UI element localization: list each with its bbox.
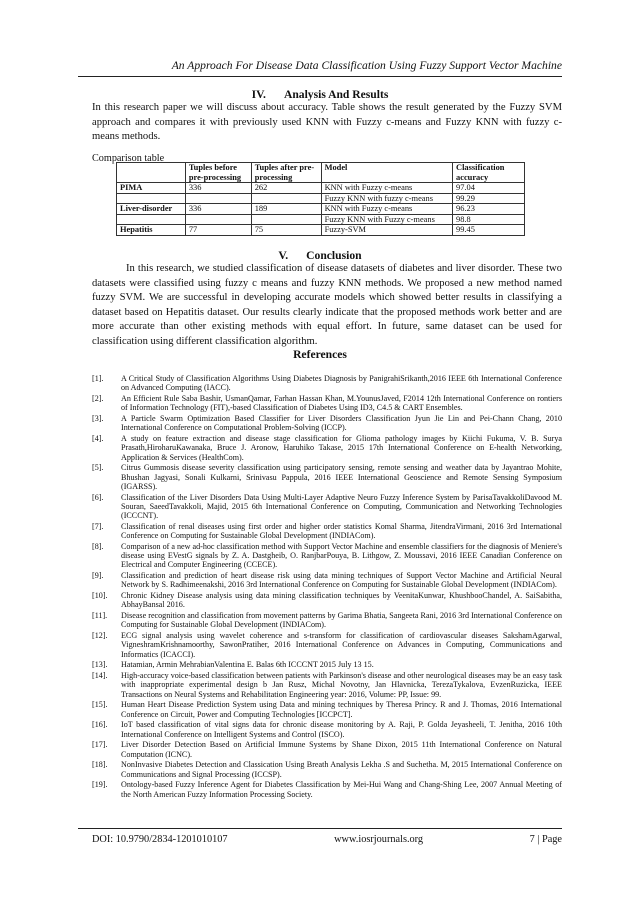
reference-number: [7]. bbox=[92, 521, 104, 531]
reference-text: Classification of renal diseases using first order and higher order statistics Komal Sharma, JitendraVirmani, 2016 3rd International Conference on Computing for Sustainable Global Development (INDIACom). bbox=[121, 521, 562, 541]
section-5-title: Conclusion bbox=[306, 249, 362, 262]
reference-item bbox=[92, 671, 562, 699]
table-cell: KNN with Fuzzy c-means bbox=[321, 204, 452, 215]
table-cell: 98.8 bbox=[453, 214, 525, 225]
running-header: An Approach For Disease Data Classification Using Fuzzy Support Vector Machine bbox=[171, 59, 562, 72]
reference-item bbox=[92, 571, 562, 590]
reference-number: [2]. bbox=[92, 393, 104, 403]
reference-text: Classification and prediction of heart disease risk using data mining techniques of Support Vector Machine and Artificial Neural Network by S. Radhimeenakshi, 2016 3rd International Conference on Computing for Sustainable Global Development (INDIACom). bbox=[121, 571, 562, 590]
references-heading: References bbox=[293, 348, 347, 361]
table-header-cell: Model bbox=[321, 163, 452, 183]
reference-number: [3]. bbox=[92, 413, 104, 423]
table-cell bbox=[117, 214, 186, 225]
table-row bbox=[117, 214, 525, 225]
reference-text: Citrus Gummosis disease severity classification using participatory sensing, remote sensing and weather data by Jayantrao Mohite, Bhushan Jagyasi, Sonali Kulkarni, Srinivasu Pappula, 2016 IEEE International Geoscience and Remote Sensing Symposium (IGARSS). bbox=[121, 463, 562, 491]
table-cell: 262 bbox=[251, 183, 321, 194]
table-cell: 336 bbox=[185, 183, 251, 194]
reference-text: Human Heart Disease Prediction System using Data and mining techniques by Theresa Princy. R and J. Thomas, 2016 International Conference on Circuit, Power and Computing Technologies [ICCPCT]. bbox=[121, 700, 562, 719]
table-header-cell: Classification accuracy bbox=[453, 163, 525, 183]
reference-number: [13]. bbox=[92, 660, 108, 670]
reference-item bbox=[92, 394, 562, 413]
reference-text: A study on feature extraction and disease stage classification for Glioma pathology images by Kiichi Fukuma, V. B. Surya Prasath,HiroharuKawanaka, Bruce J. Aronow, Haruhiko Takase, 2015 17th International Conference on E-health Networking, Application & Services (HealthCom). bbox=[121, 433, 562, 462]
reference-text: A Critical Study of Classification Algorithms Using Diabetes Diagnosis by PanigrahiSrikanth,2016 IEEE 6th International Conference on Advanced Computing (IACC). bbox=[121, 374, 562, 393]
reference-item bbox=[92, 760, 562, 779]
reference-item bbox=[92, 591, 562, 610]
table-cell: Hepatitis bbox=[117, 225, 186, 236]
table-cell bbox=[185, 214, 251, 225]
table-cell bbox=[117, 193, 186, 204]
table-cell: KNN with Fuzzy c-means bbox=[321, 183, 452, 194]
table-cell: 336 bbox=[185, 204, 251, 215]
table-cell: 77 bbox=[185, 225, 251, 236]
section-4-number: IV. bbox=[251, 88, 266, 101]
reference-number: [1]. bbox=[92, 374, 104, 383]
comparison-table bbox=[116, 162, 525, 236]
reference-number: [6]. bbox=[92, 492, 104, 502]
table-cell: 99.45 bbox=[453, 225, 525, 236]
reference-item bbox=[92, 434, 562, 462]
table-cell: Fuzzy-SVM bbox=[321, 225, 452, 236]
reference-item bbox=[92, 780, 562, 799]
header-rule bbox=[78, 76, 562, 77]
table-header-row bbox=[117, 163, 525, 183]
reference-number: [17]. bbox=[92, 740, 108, 750]
table-cell bbox=[251, 214, 321, 225]
table-header-cell: Tuples before pre-processing bbox=[185, 163, 251, 183]
reference-item bbox=[92, 493, 562, 521]
reference-text: Comparison of a new ad-hoc classification method with Support Vector Machine and ensemble classifiers for the diagnosis of Meniere's disease using EVestG signals by Z. A. Dastgheib, O. RanjbarPouya, B. Lithgow, Z. Moussavi, 2016 IEEE Canadian Conference on Electrical and Computer Engineering (CCECE). bbox=[121, 541, 562, 570]
reference-item bbox=[92, 414, 562, 433]
reference-text: IoT based classification of vital signs data for chronic disease monitoring by A. Raji, P. Golda Jeyasheeli, T. Jenitha, 2016 10th International Conference on Intelligent Systems and Control (ISCO). bbox=[121, 720, 562, 739]
table-row bbox=[117, 183, 525, 194]
section-4-paragraph: In this research paper we will discuss about accuracy. Table shows the result generated by the Fuzzy SVM approach and compares it with previously used KNN with Fuzzy c-means and Fuzzy KNN with fuzzy c-means methods. bbox=[92, 102, 562, 142]
reference-text: An Efficient Rule Saba Bashir, UsmanQamar, Farhan Hassan Khan, M.YounusJaved, F2014 12th International Conference on rontiers of Information Technology (FIT),-based Classification of Diabetes Using ID3, C4.5 & CART Ensembles. bbox=[121, 393, 562, 413]
reference-text: NonInvasive Diabetes Detection and Classication Using Breath Analysis Lekha .S and Suchetha. M, 2015 International Conference on Communications and Signal Processing (ICCSP). bbox=[121, 760, 562, 779]
reference-number: [11]. bbox=[92, 611, 108, 621]
section-4-heading bbox=[78, 88, 562, 101]
footer-doi: DOI: 10.9790/2834-1201010107 bbox=[92, 834, 228, 845]
reference-number: [8]. bbox=[92, 541, 104, 551]
reference-text: Classification of the Liver Disorders Data Using Multi-Layer Adaptive Neuro Fuzzy Inference System by ParisaTavakkoliDavood M. Souran, SaeedTavakkoli, Majid, 2015 6th International Conference on Computing, Communication and Networking Technologies (ICCCNT). bbox=[121, 492, 562, 521]
reference-item bbox=[92, 631, 562, 659]
table-header-cell: Tuples after pre-processing bbox=[251, 163, 321, 183]
reference-text: Disease recognition and classification from movement patterns by Garima Bhatia, Sangeeta Rani, 2016 3rd International Conference on Computing for Sustainable Global Development (INDIACom). bbox=[121, 611, 562, 630]
reference-item bbox=[92, 740, 562, 759]
table-cell: Fuzzy KNN with Fuzzy c-means bbox=[321, 214, 452, 225]
footer-rule bbox=[78, 828, 562, 829]
reference-text: A Particle Swarm Optimization Based Classifier for Liver Disorders Classification Jyun Jie Lin and Pei-Chann Chang, 2010 International Conference on Computational Problem-Solving (ICCP). bbox=[121, 413, 562, 433]
table-row bbox=[117, 193, 525, 204]
reference-number: [12]. bbox=[92, 631, 108, 641]
reference-number: [15]. bbox=[92, 700, 108, 710]
reference-item bbox=[92, 700, 562, 719]
reference-text: Chronic Kidney Disease analysis using data mining classification techniques by VeenitaKunwar, KhushbooChandel, A. SaiSabitha, AbhayBansal 2016. bbox=[121, 591, 562, 610]
table-cell: 96.23 bbox=[453, 204, 525, 215]
table-cell: 189 bbox=[251, 204, 321, 215]
reference-number: [5]. bbox=[92, 463, 104, 473]
reference-list bbox=[92, 374, 562, 800]
footer-page-number: 7 | Page bbox=[529, 834, 562, 845]
reference-number: [19]. bbox=[92, 780, 108, 790]
reference-item bbox=[92, 611, 562, 630]
footer-website-link[interactable]: www.iosrjournals.org bbox=[334, 834, 424, 845]
reference-item bbox=[92, 660, 562, 669]
page-footer bbox=[92, 834, 562, 845]
table-cell: 97.04 bbox=[453, 183, 525, 194]
table-cell: 99.29 bbox=[453, 193, 525, 204]
reference-number: [10]. bbox=[92, 591, 108, 601]
section-5-paragraph: In this research, we studied classification of disease datasets of diabetes and liver disorder. These two datasets were classified using fuzzy c means and fuzzy KNN methods. We proposed a new method named fuzzy SVM. We are successful in developing accurate models which showed better results in classifying a dataset based on Hepatitis dataset. Our results clearly indicate that the proposed methods work better and are more accurate than other existing methods with equal effort. In future, same dataset can be used for classification using different classification algorithm. bbox=[92, 263, 562, 347]
reference-text: High-accuracy voice-based classification between patients with Parkinson's disease and other neurological diseases may be an easy task with inappropriate experimental design b Jan Rusz, Michal Novotny, Jan Hlavnicka, TerezaTykalova, EvzenRuzicka, IEEE Transactions on Neural Systems and Rehabilitation Engineering year: 2016, Volume: PP, Issue: 99. bbox=[121, 670, 562, 699]
reference-text: Hatamian, Armin MehrabianValentina E. Balas 6th ICCCNT 2015 July 13 15. bbox=[121, 660, 374, 670]
reference-text: Liver Disorder Detection Based on Artificial Immune Systems by Shane Dixon, 2015 11th International Conference on Natural Computation (ICNC). bbox=[121, 740, 562, 759]
reference-number: [16]. bbox=[92, 720, 108, 730]
table-cell bbox=[251, 193, 321, 204]
reference-item bbox=[92, 374, 562, 393]
reference-number: [4]. bbox=[92, 433, 104, 443]
reference-number: [9]. bbox=[92, 571, 104, 581]
reference-item bbox=[92, 720, 562, 739]
table-cell: Fuzzy KNN with fuzzy c-means bbox=[321, 193, 452, 204]
table-cell: PIMA bbox=[117, 183, 186, 194]
reference-item bbox=[92, 542, 562, 570]
table-row bbox=[117, 225, 525, 236]
section-5-heading bbox=[78, 249, 562, 262]
reference-text: Ontology-based Fuzzy Inference Agent for Diabetes Classification by Mei-Hui Wang and Chang-Shing Lee, 2007 Annual Meeting of the North American Fuzzy Information Processing Society. bbox=[121, 780, 562, 799]
table-cell: 75 bbox=[251, 225, 321, 236]
reference-number: [18]. bbox=[92, 760, 108, 770]
table-cell bbox=[185, 193, 251, 204]
table-cell: Liver-disorder bbox=[117, 204, 186, 215]
reference-item bbox=[92, 463, 562, 491]
table-row bbox=[117, 204, 525, 215]
section-5-number: V. bbox=[278, 249, 289, 262]
reference-item bbox=[92, 522, 562, 541]
reference-text: ECG signal analysis using wavelet coherence and s-transform for classification of cardiovascular diseases SakshamAgarwal, VigneshramKrishnamoorthy, SawonPratiher, 2016 International Conference on Advances in Computing, Communications and Informatics (ICACCI). bbox=[121, 631, 562, 659]
reference-number: [14]. bbox=[92, 670, 108, 680]
section-4-title: Analysis And Results bbox=[283, 88, 389, 101]
table-caption: Comparison table bbox=[92, 153, 165, 164]
table-header-cell bbox=[117, 163, 186, 183]
